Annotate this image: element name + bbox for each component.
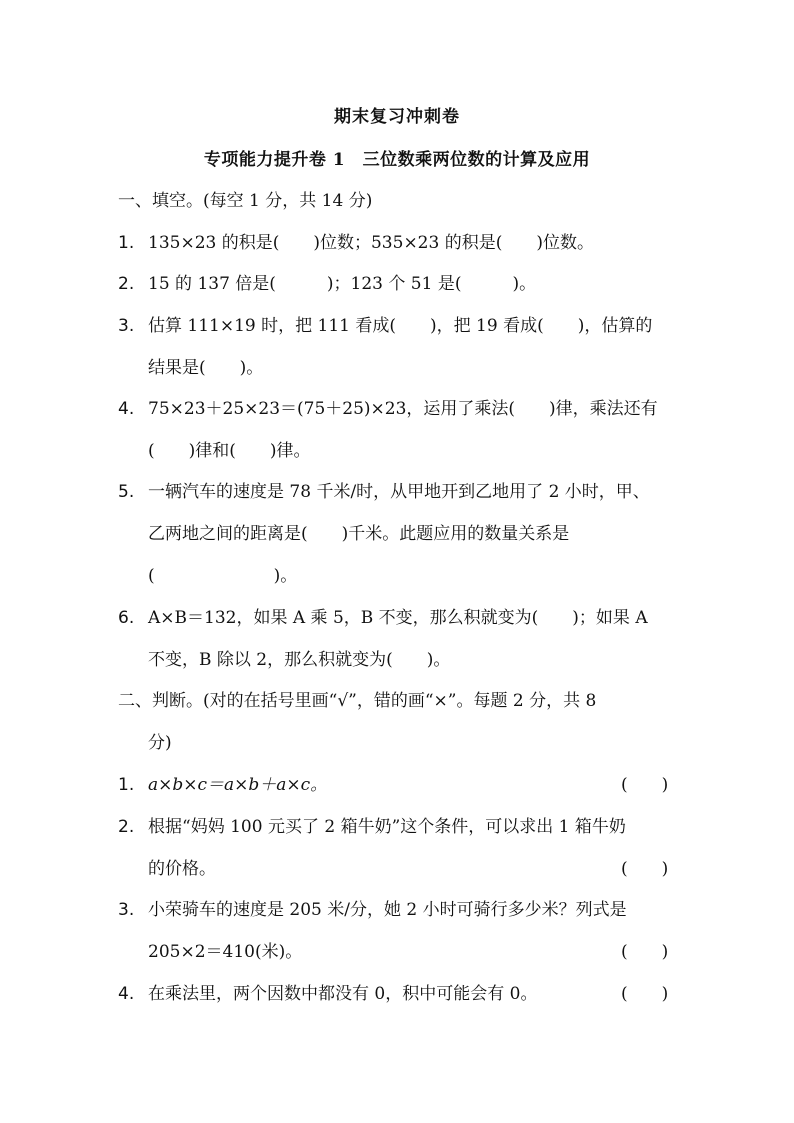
item-text: 根据“妈妈 100 元买了 2 箱牛奶”这个条件，可以求出 1 箱牛奶 <box>148 817 626 837</box>
page-subtitle: 专项能力提升卷 1 三位数乘两位数的计算及应用 <box>203 150 591 170</box>
judge-item-3-cont <box>0 939 794 965</box>
fill-item-4-cont <box>0 438 794 464</box>
fill-item-5-cont2 <box>0 563 794 589</box>
fill-item-3 <box>0 313 794 339</box>
item-number: 3. <box>118 316 135 336</box>
item-text: A×B＝132，如果 A 乘 5，B 不变，那么积就变为( )；如果 A <box>148 608 648 628</box>
item-number: 2. <box>118 817 135 837</box>
fill-item-4 <box>0 396 794 422</box>
item-text: a×b×c＝a×b＋a×c。 <box>148 775 328 795</box>
item-text: 135×23 的积是( )位数；535×23 的积是( )位数。 <box>148 233 594 253</box>
item-number: 1. <box>118 775 135 795</box>
item-number: 3. <box>118 900 135 920</box>
section-1-heading: 一、填空。(每空 1 分，共 14 分) <box>118 191 373 211</box>
fill-item-1 <box>0 230 794 256</box>
judge-item-2 <box>0 814 794 840</box>
page-title: 期末复习冲刺卷 <box>334 107 460 127</box>
item-text-continued: 205×2＝410(米)。 <box>148 942 303 962</box>
answer-parentheses[interactable]: ( ) <box>621 942 669 962</box>
item-text: 一辆汽车的速度是 78 千米/时，从甲地开到乙地用了 2 小时，甲、 <box>148 482 650 502</box>
section-2-heading-cont <box>0 730 794 756</box>
item-number: 1. <box>118 233 135 253</box>
item-number: 4. <box>118 984 135 1004</box>
judge-item-3 <box>0 897 794 923</box>
item-text: 小荣骑车的速度是 205 米/分，她 2 小时可骑行多少米？列式是 <box>148 900 627 920</box>
heading-text-continued: 分) <box>148 733 172 753</box>
item-number: 2. <box>118 274 135 294</box>
item-text-continued: 乙两地之间的距离是( )千米。此题应用的数量关系是 <box>148 524 570 544</box>
judge-item-1 <box>0 772 794 798</box>
fill-item-6-cont <box>0 647 794 673</box>
item-text: 估算 111×19 时，把 111 看成( )，把 19 看成( )，估算的 <box>148 316 653 336</box>
item-text-continued: 不变，B 除以 2，那么积就变为( )。 <box>148 650 451 670</box>
item-text-continued: 的价格。 <box>148 859 216 879</box>
fill-item-5-cont1 <box>0 521 794 547</box>
item-number: 6. <box>118 608 135 628</box>
item-text: 75×23＋25×23＝(75＋25)×23，运用了乘法( )律，乘法还有 <box>148 399 658 419</box>
judge-item-4 <box>0 981 794 1007</box>
answer-parentheses[interactable]: ( ) <box>621 775 669 795</box>
section-2-heading: 二、判断。(对的在括号里画“√”，错的画“×”。每题 2 分，共 8 <box>118 691 597 711</box>
answer-parentheses[interactable]: ( ) <box>621 859 669 879</box>
item-number: 4. <box>118 399 135 419</box>
item-text: 15 的 137 倍是( )；123 个 51 是( )。 <box>148 274 537 294</box>
answer-parentheses[interactable]: ( ) <box>621 984 669 1004</box>
item-text-continued: ( )。 <box>148 566 298 586</box>
fill-item-6 <box>0 605 794 631</box>
fill-item-3-cont <box>0 355 794 381</box>
item-text: 在乘法里，两个因数中都没有 0，积中可能会有 0。 <box>148 984 538 1004</box>
fill-item-2 <box>0 271 794 297</box>
item-text-continued: 结果是( )。 <box>148 358 264 378</box>
judge-item-2-cont <box>0 856 794 882</box>
item-number: 5. <box>118 482 135 502</box>
item-text-continued: ( )律和( )律。 <box>148 441 311 461</box>
fill-item-5 <box>0 479 794 505</box>
